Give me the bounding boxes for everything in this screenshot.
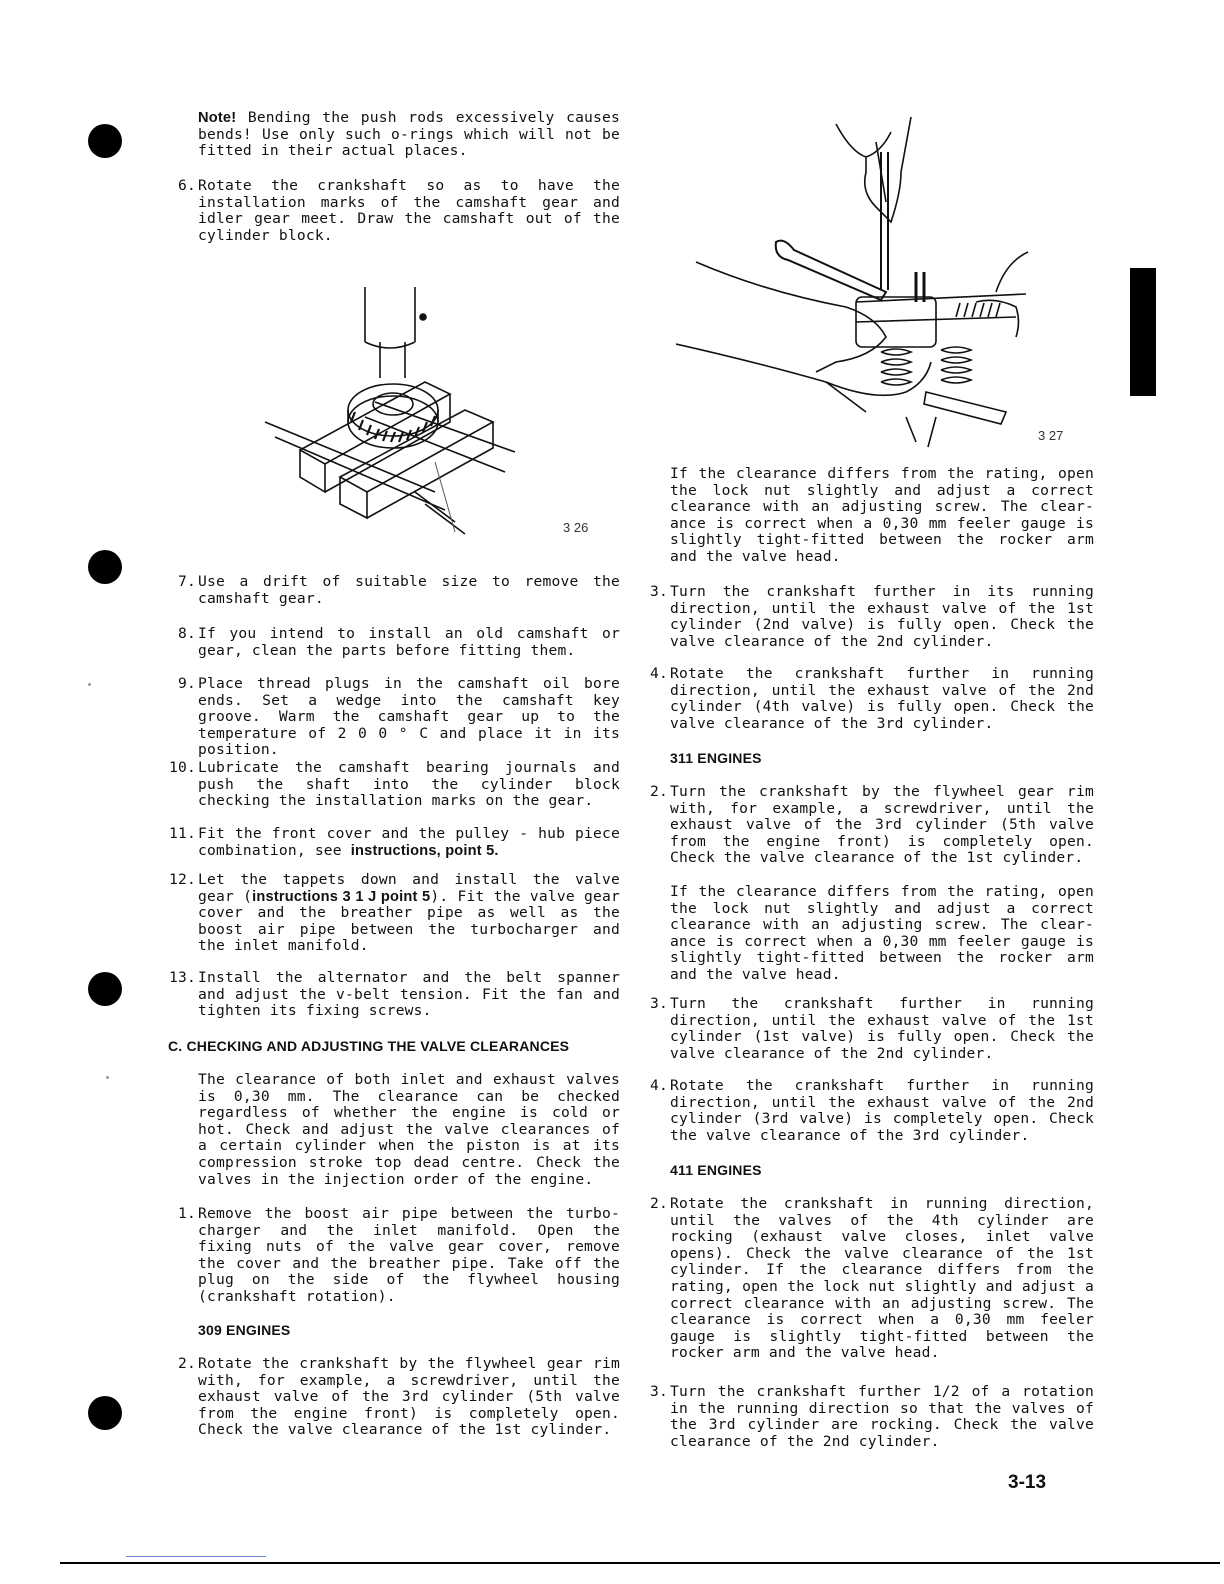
step-11 bbox=[168, 826, 620, 859]
step-number: 1. bbox=[178, 1205, 196, 1222]
step-text: Remove the boost air pipe between the turbo-charger and the inlet manifold. Open the fixing nuts of the valve gear cover, remove the cover and the breather pipe. Take off the plug on the side of the flywheel housing (crankshaft rotation). bbox=[198, 1205, 620, 1305]
section-tab-marker bbox=[1130, 268, 1156, 396]
figure-label-left: 3 26 bbox=[563, 520, 589, 535]
step-text: Turn the crankshaft further 1/2 of a rotation in the running direction so that the valves of the 3rd cylinder are rocking. Check the valve clearance of the 2nd cylinder. bbox=[670, 1383, 1094, 1450]
step-text bbox=[198, 872, 620, 955]
clearance-paragraph bbox=[640, 466, 1094, 566]
paragraph-text: The clearance of both inlet and exhaust valves is 0,30 mm. The clearance can be checked regardless of whether the engine is cold or hot. Check and adjust the valve clearances of a certain cylinder when the piston is at its compression stroke top dead centre. Check the valves in the injection order of the engine. bbox=[198, 1071, 620, 1188]
step-text: Lubricate the camshaft bearing journals and push the shaft into the cylinder block checking the installation marks on the gear. bbox=[198, 759, 620, 810]
step-text-part: ). Fit the valve gear cover and the breather pipe as well as the boost air pipe between the turbocharger and the inlet manifold. bbox=[198, 887, 620, 955]
clearance-paragraph-311 bbox=[640, 884, 1094, 984]
step-number: 2. bbox=[650, 1195, 668, 1212]
step-text: Rotate the crankshaft by the flywheel gear rim with, for example, a screwdriver, until the exhaust valve of the 3rd cylinder (5th valve from the engine front) is completely open. Check the valve clearance of the 1st cylinder. bbox=[198, 1355, 620, 1439]
step-text-part: Fit the front cover and the pulley - hub piece combination, see bbox=[198, 825, 620, 859]
step-4-311 bbox=[640, 1078, 1094, 1144]
step-text: Turn the crankshaft further in its running direction, until the exhaust valve of the 1st cylinder (2nd valve) is fully open. Check the valve clearance of the 2nd cylinder. bbox=[670, 583, 1094, 650]
note-paragraph bbox=[168, 110, 620, 160]
note-label: Note! bbox=[198, 110, 237, 126]
binder-hole bbox=[88, 550, 122, 584]
step-12 bbox=[168, 872, 620, 955]
step-number: 4. bbox=[650, 1077, 668, 1094]
heading-311-engines bbox=[640, 750, 1094, 767]
heading-411-engines bbox=[640, 1162, 1094, 1179]
step-text: Place thread plugs in the camshaft oil bore ends. Set a wedge into the camshaft key groove. Warm the camshaft gear up to the temperature of 2 0 0 ° C and place it in its position. bbox=[198, 675, 620, 759]
step-number: 13. bbox=[169, 969, 196, 986]
figure-label-right: 3 27 bbox=[1038, 428, 1064, 443]
step-number: 8. bbox=[178, 625, 196, 642]
binder-hole bbox=[88, 1396, 122, 1430]
section-c-paragraph bbox=[168, 1072, 620, 1188]
step-2-411 bbox=[640, 1196, 1094, 1362]
heading-309-engines bbox=[168, 1322, 620, 1339]
subheading-text: 311 ENGINES bbox=[670, 750, 762, 766]
step-number: 6. bbox=[178, 177, 196, 194]
scan-artifact-line bbox=[126, 1556, 266, 1557]
valve-adjustment-illustration bbox=[676, 112, 1036, 452]
step-number: 3. bbox=[650, 1383, 668, 1400]
binder-hole bbox=[88, 124, 122, 158]
step-3-411 bbox=[640, 1384, 1094, 1450]
step-text: Turn the crankshaft further in running direction, until the exhaust valve of the 1st cylinder (1st valve) is fully open. Check the valve clearance of the 2nd cylinder. bbox=[670, 995, 1094, 1062]
step-number: 7. bbox=[178, 573, 196, 590]
step-number: 12. bbox=[169, 871, 196, 888]
step-3-311 bbox=[640, 996, 1094, 1062]
step-number: 2. bbox=[650, 783, 668, 800]
step-number: 11. bbox=[169, 825, 196, 842]
subheading-text: 411 ENGINES bbox=[670, 1162, 762, 1178]
step-number: 10. bbox=[169, 759, 196, 776]
note-text: Bending the push rods excessively causes bends! Use only such o-rings which will not be fitted in their actual places. bbox=[198, 109, 620, 160]
step-text-part: Let the tappets down and install the valve gear ( bbox=[198, 871, 620, 905]
step-text bbox=[198, 826, 620, 859]
binder-hole bbox=[88, 972, 122, 1006]
step-2-309 bbox=[168, 1356, 620, 1439]
step-text: Use a drift of suitable size to remove the camshaft gear. bbox=[198, 573, 620, 607]
step-4-309 bbox=[640, 666, 1094, 732]
step-8 bbox=[168, 626, 620, 659]
section-c-heading bbox=[168, 1038, 620, 1055]
instructions-reference: instructions, point 5. bbox=[350, 842, 499, 859]
step-6 bbox=[168, 178, 620, 244]
step-7 bbox=[168, 574, 620, 607]
step-number: 9. bbox=[178, 675, 196, 692]
paragraph-text: If the clearance differs from the rating, open the lock nut slightly and adjust a correct clearance with an adjusting screw. The clear-ance is correct when a 0,30 mm feeler gauge is slightly tight-fitted between the rocker arm and the valve head. bbox=[670, 465, 1094, 565]
step-number: 3. bbox=[650, 583, 668, 600]
step-3-309 bbox=[640, 584, 1094, 650]
speck bbox=[88, 683, 91, 686]
step-text: If you intend to install an old camshaft or gear, clean the parts before fitting them. bbox=[198, 625, 620, 659]
step-13 bbox=[168, 970, 620, 1020]
step-10 bbox=[168, 760, 620, 810]
step-9 bbox=[168, 676, 620, 759]
step-text: Rotate the crankshaft further in running direction, until the exhaust valve of the 2nd cylinder (3rd valve) is completely open. Check the valve clearance of the 3rd cylinder. bbox=[670, 1077, 1094, 1144]
step-2-311 bbox=[640, 784, 1094, 867]
step-number: 4. bbox=[650, 665, 668, 682]
page-number: 3-13 bbox=[1008, 1472, 1047, 1493]
camshaft-gear-illustration bbox=[255, 282, 545, 542]
step-text: Rotate the crankshaft so as to have the installation marks of the camshaft gear and idler gear meet. Draw the camshaft out of the cylinder block. bbox=[198, 177, 620, 244]
step-text: Install the alternator and the belt spanner and adjust the v-belt tension. Fit the fan and tighten its fixing screws. bbox=[198, 969, 620, 1020]
speck bbox=[106, 1076, 109, 1079]
step-text: Rotate the crankshaft in running direction, until the valves of the 4th cylinder are rocking (exhaust valve closes, inlet valve opens). Check the valve clearance of the 1st cylinder. If the clearance differs from the rating, open the lock nut slightly and adjust a correct clearance with an adjusting screw. The clearance is correct when a 0,30 mm feeler gauge is slightly tight-fitted between the rocker arm and the valve head. bbox=[670, 1195, 1094, 1362]
paragraph-text: If the clearance differs from the rating, open the lock nut slightly and adjust a correct clearance with an adjusting screw. The clear-ance is correct when a 0,30 mm feeler gauge is slightly tight-fitted between the rocker arm and the valve head. bbox=[670, 883, 1094, 983]
step-text: Rotate the crankshaft further in running direction, until the exhaust valve of the 2nd cylinder (4th valve) is fully open. Check the valve clearance of the 3rd cylinder. bbox=[670, 665, 1094, 732]
step-number: 2. bbox=[178, 1355, 196, 1372]
step-1 bbox=[168, 1206, 620, 1306]
subheading-text: 309 ENGINES bbox=[198, 1322, 291, 1338]
step-text: Turn the crankshaft by the flywheel gear rim with, for example, a screwdriver, until the exhaust valve of the 3rd cylinder (5th valve from the engine front) is completely open. Check the valve clearance of the 1st cylinder. bbox=[670, 783, 1094, 867]
section-heading-text: C. CHECKING AND ADJUSTING THE VALVE CLEARANCES bbox=[168, 1038, 570, 1054]
step-number: 3. bbox=[650, 995, 668, 1012]
page-bottom-edge bbox=[60, 1562, 1220, 1564]
instructions-reference: instructions 3 1 J point 5 bbox=[252, 888, 431, 905]
